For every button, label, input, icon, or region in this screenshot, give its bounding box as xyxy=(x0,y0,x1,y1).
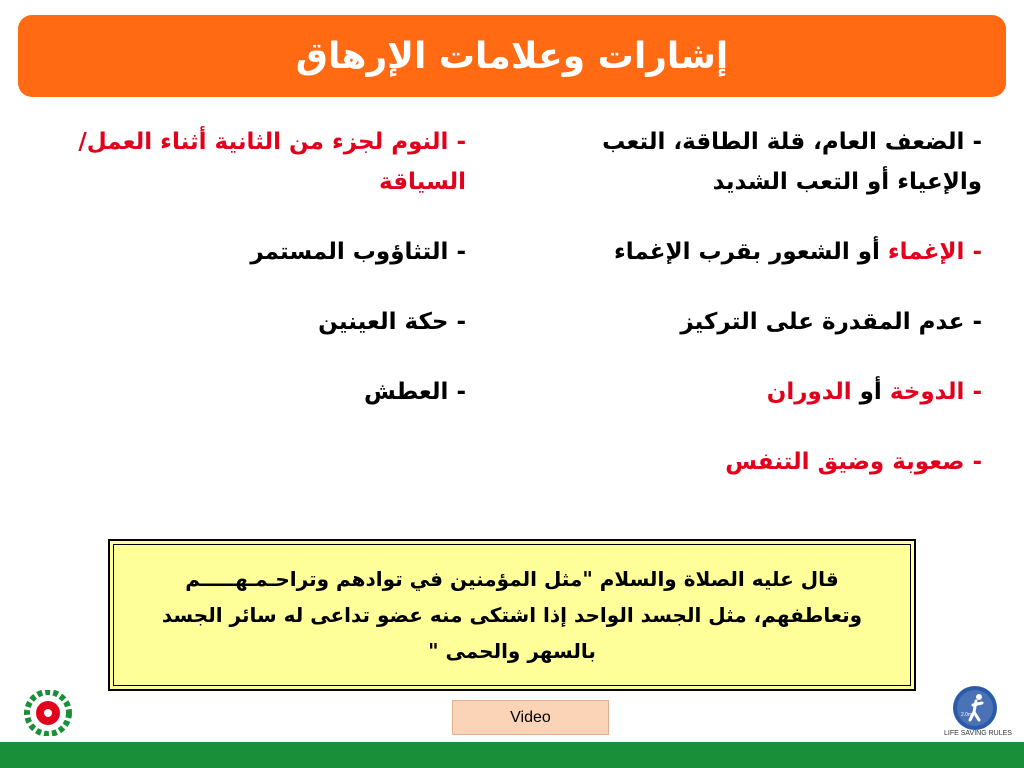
company-logo-icon xyxy=(20,690,76,736)
item-text: - النوم لجزء من الثانية أثناء العمل/السياقة xyxy=(78,129,466,195)
item-text: - الإغماء xyxy=(887,239,982,265)
list-item xyxy=(16,302,466,342)
hadith-quote-text: قال عليه الصلاة والسلام "مثل المؤمنين في توادهم وتراحـمـهـــــم وتعاطفهم، مثل الجسد الواحد إذا اشتكى منه عضو تداعى له سائر الجسد بالسهر والحمى " xyxy=(161,567,863,663)
list-item xyxy=(16,372,466,412)
item-text: - الدوخة xyxy=(889,379,982,405)
video-button[interactable]: Video xyxy=(452,700,609,735)
item-text: الدوران xyxy=(766,379,852,405)
footer-bar xyxy=(0,742,1024,768)
item-text: أو xyxy=(851,379,890,405)
symptoms-column-right xyxy=(532,122,982,482)
item-text: أو الشعور بقرب الإغماء xyxy=(613,239,888,265)
svg-text:2.0m: 2.0m xyxy=(961,712,973,718)
item-text: - التثاؤوب المستمر xyxy=(250,239,466,265)
list-item xyxy=(16,122,466,202)
life-saving-rules-label: LIFE SAVING RULES xyxy=(944,730,1012,737)
symptoms-column-left xyxy=(16,122,466,412)
list-item xyxy=(532,232,982,272)
list-item xyxy=(532,442,982,482)
page-title: إشارات وعلامات الإرهاق xyxy=(295,35,729,77)
item-text: - صعوبة وضيق التنفس xyxy=(725,449,982,475)
list-item xyxy=(532,122,982,202)
item-text: - العطش xyxy=(364,379,466,405)
hadith-quote-box xyxy=(108,539,916,691)
title-banner xyxy=(18,15,1006,97)
item-text: - الضعف العام، قلة الطاقة، التعب والإعياء أو التعب الشديد xyxy=(602,129,982,195)
list-item xyxy=(532,372,982,412)
list-item xyxy=(16,232,466,272)
item-text: - حكة العينين xyxy=(318,309,466,335)
list-item xyxy=(532,302,982,342)
item-text: - عدم المقدرة على التركيز xyxy=(680,309,982,335)
